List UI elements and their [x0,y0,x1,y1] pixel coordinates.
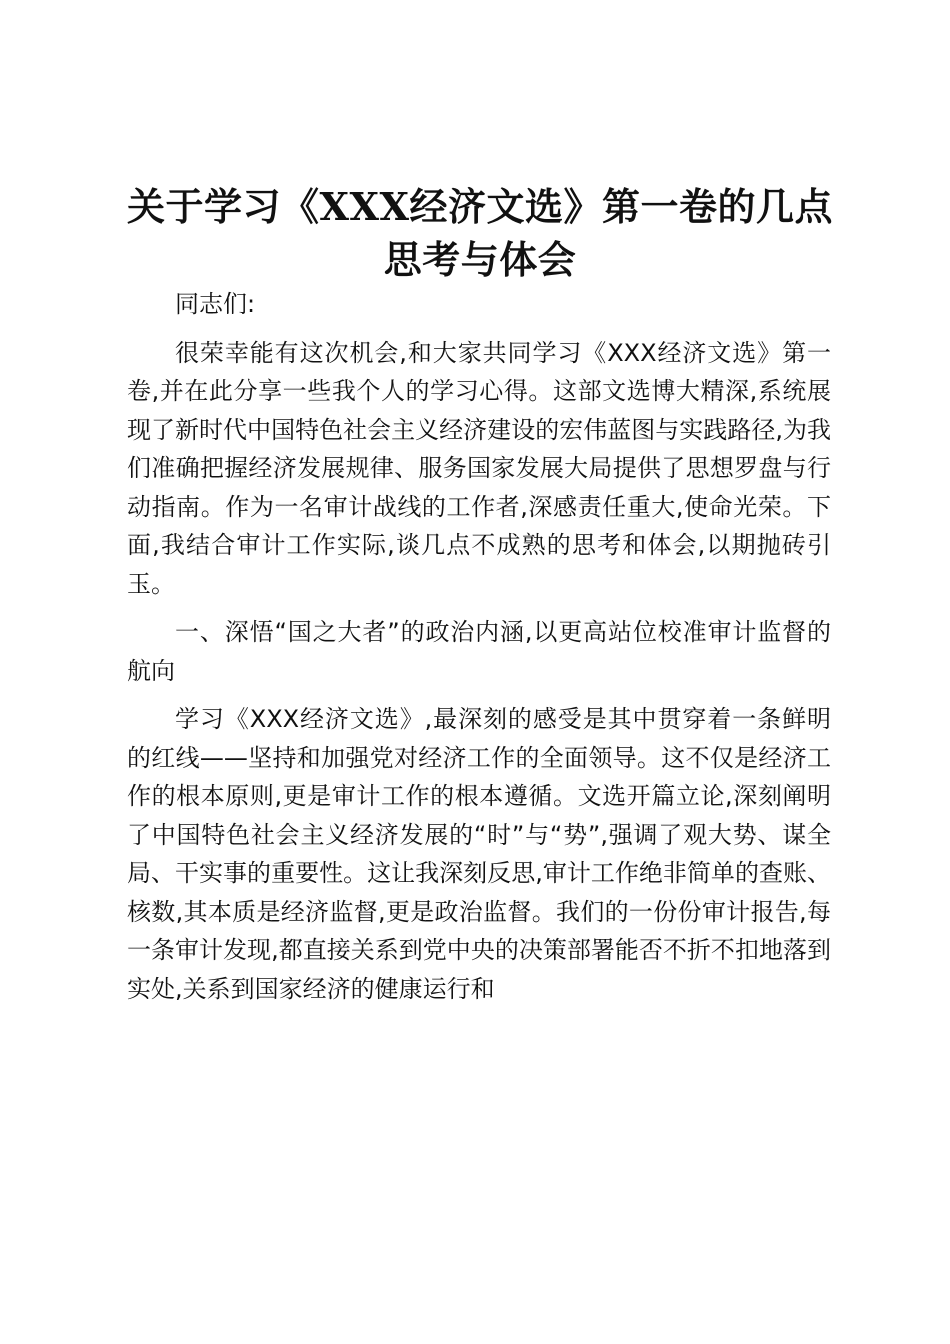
section-heading-1: 一、深悟“国之大者”的政治内涵,以更高站位校准审计监督的航向 [127,618,831,685]
document-title: 关于学习《XXX经济文选》第一卷的几点思考与体会 [127,184,833,282]
paragraph-intro: 很荣幸能有这次机会,和大家共同学习《XXX经济文选》第一卷,并在此分享一些我个人的学习心得。这部文选博大精深,系统展现了新时代中国特色社会主义经济建设的宏伟蓝图与实践路径,为我们准确把握经济发展规律、服务国家发展大局提供了思想罗盘与行动指南。作为一名审计战线的工作者,深感责任重大,使命光荣。下面,我结合审计工作实际,谈几点不成熟的思考和体会,以期抛砖引玉。 [127,338,831,598]
paragraph-section-1: 学习《XXX经济文选》,最深刻的感受是其中贯穿着一条鲜明的红线——坚持和加强党对经济工作的全面领导。这不仅是经济工作的根本原则,更是审计工作的根本遵循。文选开篇立论,深刻阐明了中国特色社会主义经济发展的“时”与“势”,强调了观大势、谋全局、干实事的重要性。这让我深刻反思,审计工作绝非简单的查账、核数,其本质是经济监督,更是政治监督。我们的一份份审计报告,每一条审计发现,都直接关系到党中央的决策部署能否不折不扣地落到实处,关系到国家经济的健康运行和 [127,705,831,1003]
document-body [127,285,831,1018]
salutation: 同志们: [175,290,256,318]
